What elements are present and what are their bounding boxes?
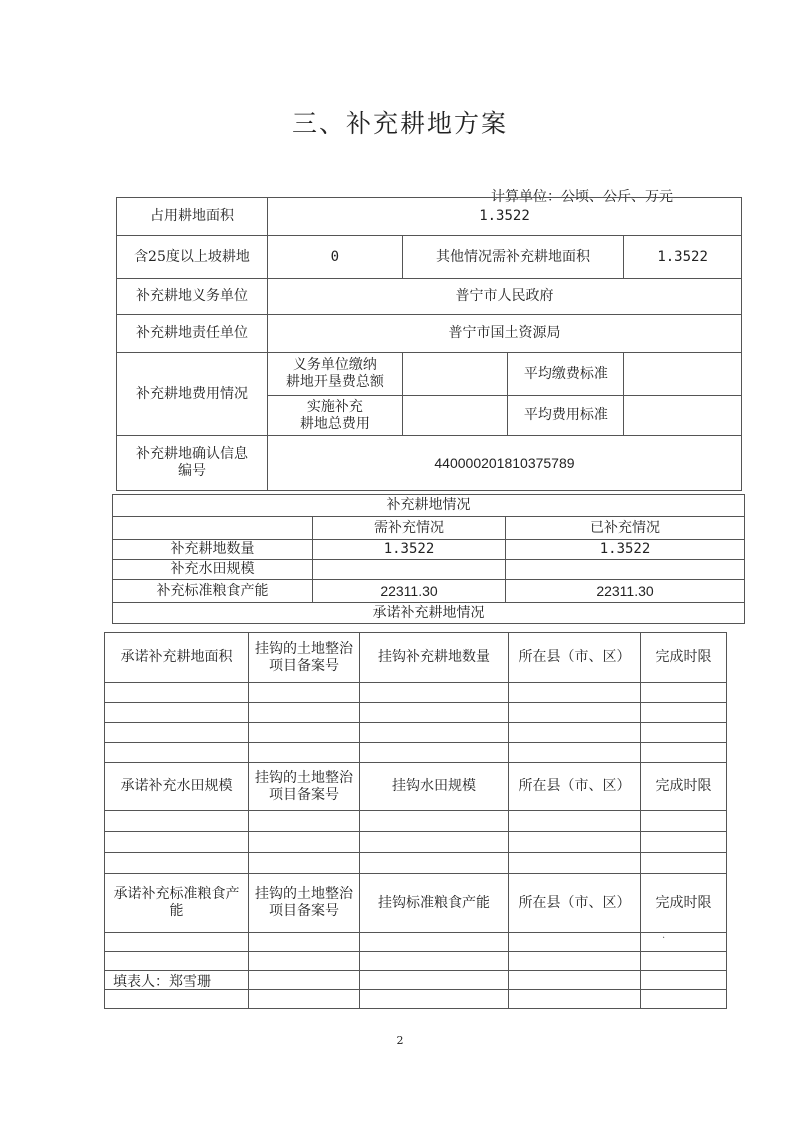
- confirm-number-label-line1: 补充耕地确认信息: [135, 446, 248, 462]
- deadline-header: 完成时限: [641, 763, 727, 811]
- row-label: 补充水田规模: [113, 560, 313, 580]
- empty-cell: [509, 683, 641, 703]
- empty-cell: [105, 933, 249, 952]
- occupied-area-label: 占用耕地面积: [117, 198, 268, 236]
- empty-cell: [249, 971, 360, 990]
- empty-cell: [641, 723, 727, 743]
- done-value: [506, 560, 745, 580]
- avg-pay-label: 平均缴费标准: [508, 353, 624, 396]
- empty-cell: [360, 832, 509, 853]
- empty-cell: [249, 933, 360, 952]
- county-header: 所在县（市、区）: [509, 763, 641, 811]
- empty-cell: [641, 853, 727, 874]
- done-value: 1.3522: [506, 540, 745, 560]
- empty-cell: [509, 853, 641, 874]
- empty-cell: [360, 853, 509, 874]
- page-number: 2: [396, 1034, 404, 1047]
- empty-cell: [509, 743, 641, 763]
- other-area-value: 1.3522: [624, 236, 742, 279]
- empty-cell: [641, 933, 727, 952]
- impl-cost-value: [402, 396, 508, 436]
- confirm-number-label-line2: 编号: [177, 463, 206, 479]
- need-column-header: 需补充情况: [313, 517, 506, 540]
- impl-cost-label: [267, 396, 402, 436]
- fee-paid-label-line2: 耕地开垦费总额: [285, 374, 384, 390]
- empty-cell: [509, 832, 641, 853]
- linked-metric-header: 挂钩标准粮食产能: [360, 874, 509, 933]
- project-number-header: 挂钩的土地整治项目备案号: [249, 763, 360, 811]
- empty-cell: [105, 683, 249, 703]
- commit-paddy-label: 承诺补充水田规模: [105, 763, 249, 811]
- empty-cell: [641, 743, 727, 763]
- empty-cell: [105, 703, 249, 723]
- empty-cell: [249, 723, 360, 743]
- empty-cell: [105, 743, 249, 763]
- situation-corner: [113, 517, 313, 540]
- deadline-header: 完成时限: [641, 633, 727, 683]
- done-column-header: 已补充情况: [506, 517, 745, 540]
- fee-paid-label: [267, 353, 402, 396]
- project-number-header: 挂钩的土地整治项目备案号: [249, 874, 360, 933]
- impl-cost-label-line1: 实施补充: [306, 398, 363, 415]
- empty-cell: [360, 990, 509, 1009]
- empty-cell: [249, 743, 360, 763]
- slope-land-value: 0: [267, 236, 402, 279]
- empty-cell: [105, 832, 249, 853]
- empty-cell: [360, 811, 509, 832]
- empty-cell: [641, 971, 727, 990]
- situation-table: [112, 494, 745, 624]
- commit-heading: 承诺补充耕地情况: [113, 603, 745, 624]
- need-value: 22311.30: [313, 580, 506, 603]
- duty-unit-label: 补充耕地义务单位: [117, 279, 268, 315]
- empty-cell: [509, 703, 641, 723]
- commit-area-label: 承诺补充耕地面积: [105, 633, 249, 683]
- empty-cell: [509, 990, 641, 1009]
- impl-cost-label-line2: 耕地总费用: [299, 415, 370, 432]
- basic-info-table: [116, 197, 742, 491]
- empty-cell: [641, 952, 727, 971]
- county-header: 所在县（市、区）: [509, 874, 641, 933]
- empty-cell: [360, 683, 509, 703]
- filler-signature: 填表人：郑雪珊: [113, 974, 211, 990]
- empty-cell: [360, 952, 509, 971]
- empty-cell: [360, 703, 509, 723]
- done-value: 22311.30: [506, 580, 745, 603]
- empty-cell: [249, 853, 360, 874]
- fee-paid-value: [402, 353, 508, 396]
- empty-cell: [641, 811, 727, 832]
- avg-cost-value: [624, 396, 742, 436]
- empty-cell: [249, 811, 360, 832]
- empty-cell: [509, 811, 641, 832]
- empty-cell: [249, 990, 360, 1009]
- project-number-header: 挂钩的土地整治项目备案号: [249, 633, 360, 683]
- unit-note: 计算单位：公顷、公斤、万元: [491, 189, 673, 205]
- other-area-label: 其他情况需补充耕地面积: [402, 236, 623, 279]
- empty-cell: [509, 971, 641, 990]
- empty-cell: [641, 832, 727, 853]
- linked-metric-header: 挂钩补充耕地数量: [360, 633, 509, 683]
- empty-cell: [641, 990, 727, 1009]
- empty-cell: [105, 723, 249, 743]
- slope-land-label: 含25度以上坡耕地: [117, 236, 268, 279]
- fee-paid-label-line1: 义务单位缴纳: [292, 357, 377, 373]
- situation-heading: 补充耕地情况: [113, 495, 745, 517]
- empty-cell: [509, 952, 641, 971]
- duty-unit-value: 普宁市人民政府: [267, 279, 741, 315]
- need-value: [313, 560, 506, 580]
- empty-cell: [249, 703, 360, 723]
- empty-cell: [509, 933, 641, 952]
- commit-grain-label: 承诺补充标准粮食产能: [105, 874, 249, 933]
- empty-cell: [105, 990, 249, 1009]
- avg-pay-value: [624, 353, 742, 396]
- empty-cell: [360, 971, 509, 990]
- avg-cost-label: 平均费用标准: [508, 396, 624, 436]
- empty-cell: [105, 811, 249, 832]
- commit-table: [104, 632, 727, 1009]
- empty-cell: [249, 832, 360, 853]
- empty-cell: [360, 723, 509, 743]
- row-label: 补充标准粮食产能: [113, 580, 313, 603]
- empty-cell: [641, 703, 727, 723]
- occupied-area-value: 1.3522: [267, 198, 741, 236]
- deadline-header: 完成时限: [641, 874, 727, 933]
- empty-cell: [249, 952, 360, 971]
- linked-metric-header: 挂钩水田规模: [360, 763, 509, 811]
- row-label: 补充耕地数量: [113, 540, 313, 560]
- confirm-number-value: 440000201810375789: [267, 436, 741, 491]
- page-title: 三、补充耕地方案: [291, 109, 508, 138]
- fee-situation-label: 补充耕地费用情况: [117, 353, 268, 436]
- empty-cell: [360, 743, 509, 763]
- empty-cell: [641, 683, 727, 703]
- scan-dot-mark: ·: [662, 933, 666, 944]
- need-value: 1.3522: [313, 540, 506, 560]
- confirm-number-label: [117, 436, 268, 491]
- empty-cell: [249, 683, 360, 703]
- empty-cell: [360, 933, 509, 952]
- empty-cell: [105, 952, 249, 971]
- empty-cell: [105, 853, 249, 874]
- empty-cell: [509, 723, 641, 743]
- responsible-unit-value: 普宁市国土资源局: [267, 315, 741, 353]
- county-header: 所在县（市、区）: [509, 633, 641, 683]
- responsible-unit-label: 补充耕地责任单位: [117, 315, 268, 353]
